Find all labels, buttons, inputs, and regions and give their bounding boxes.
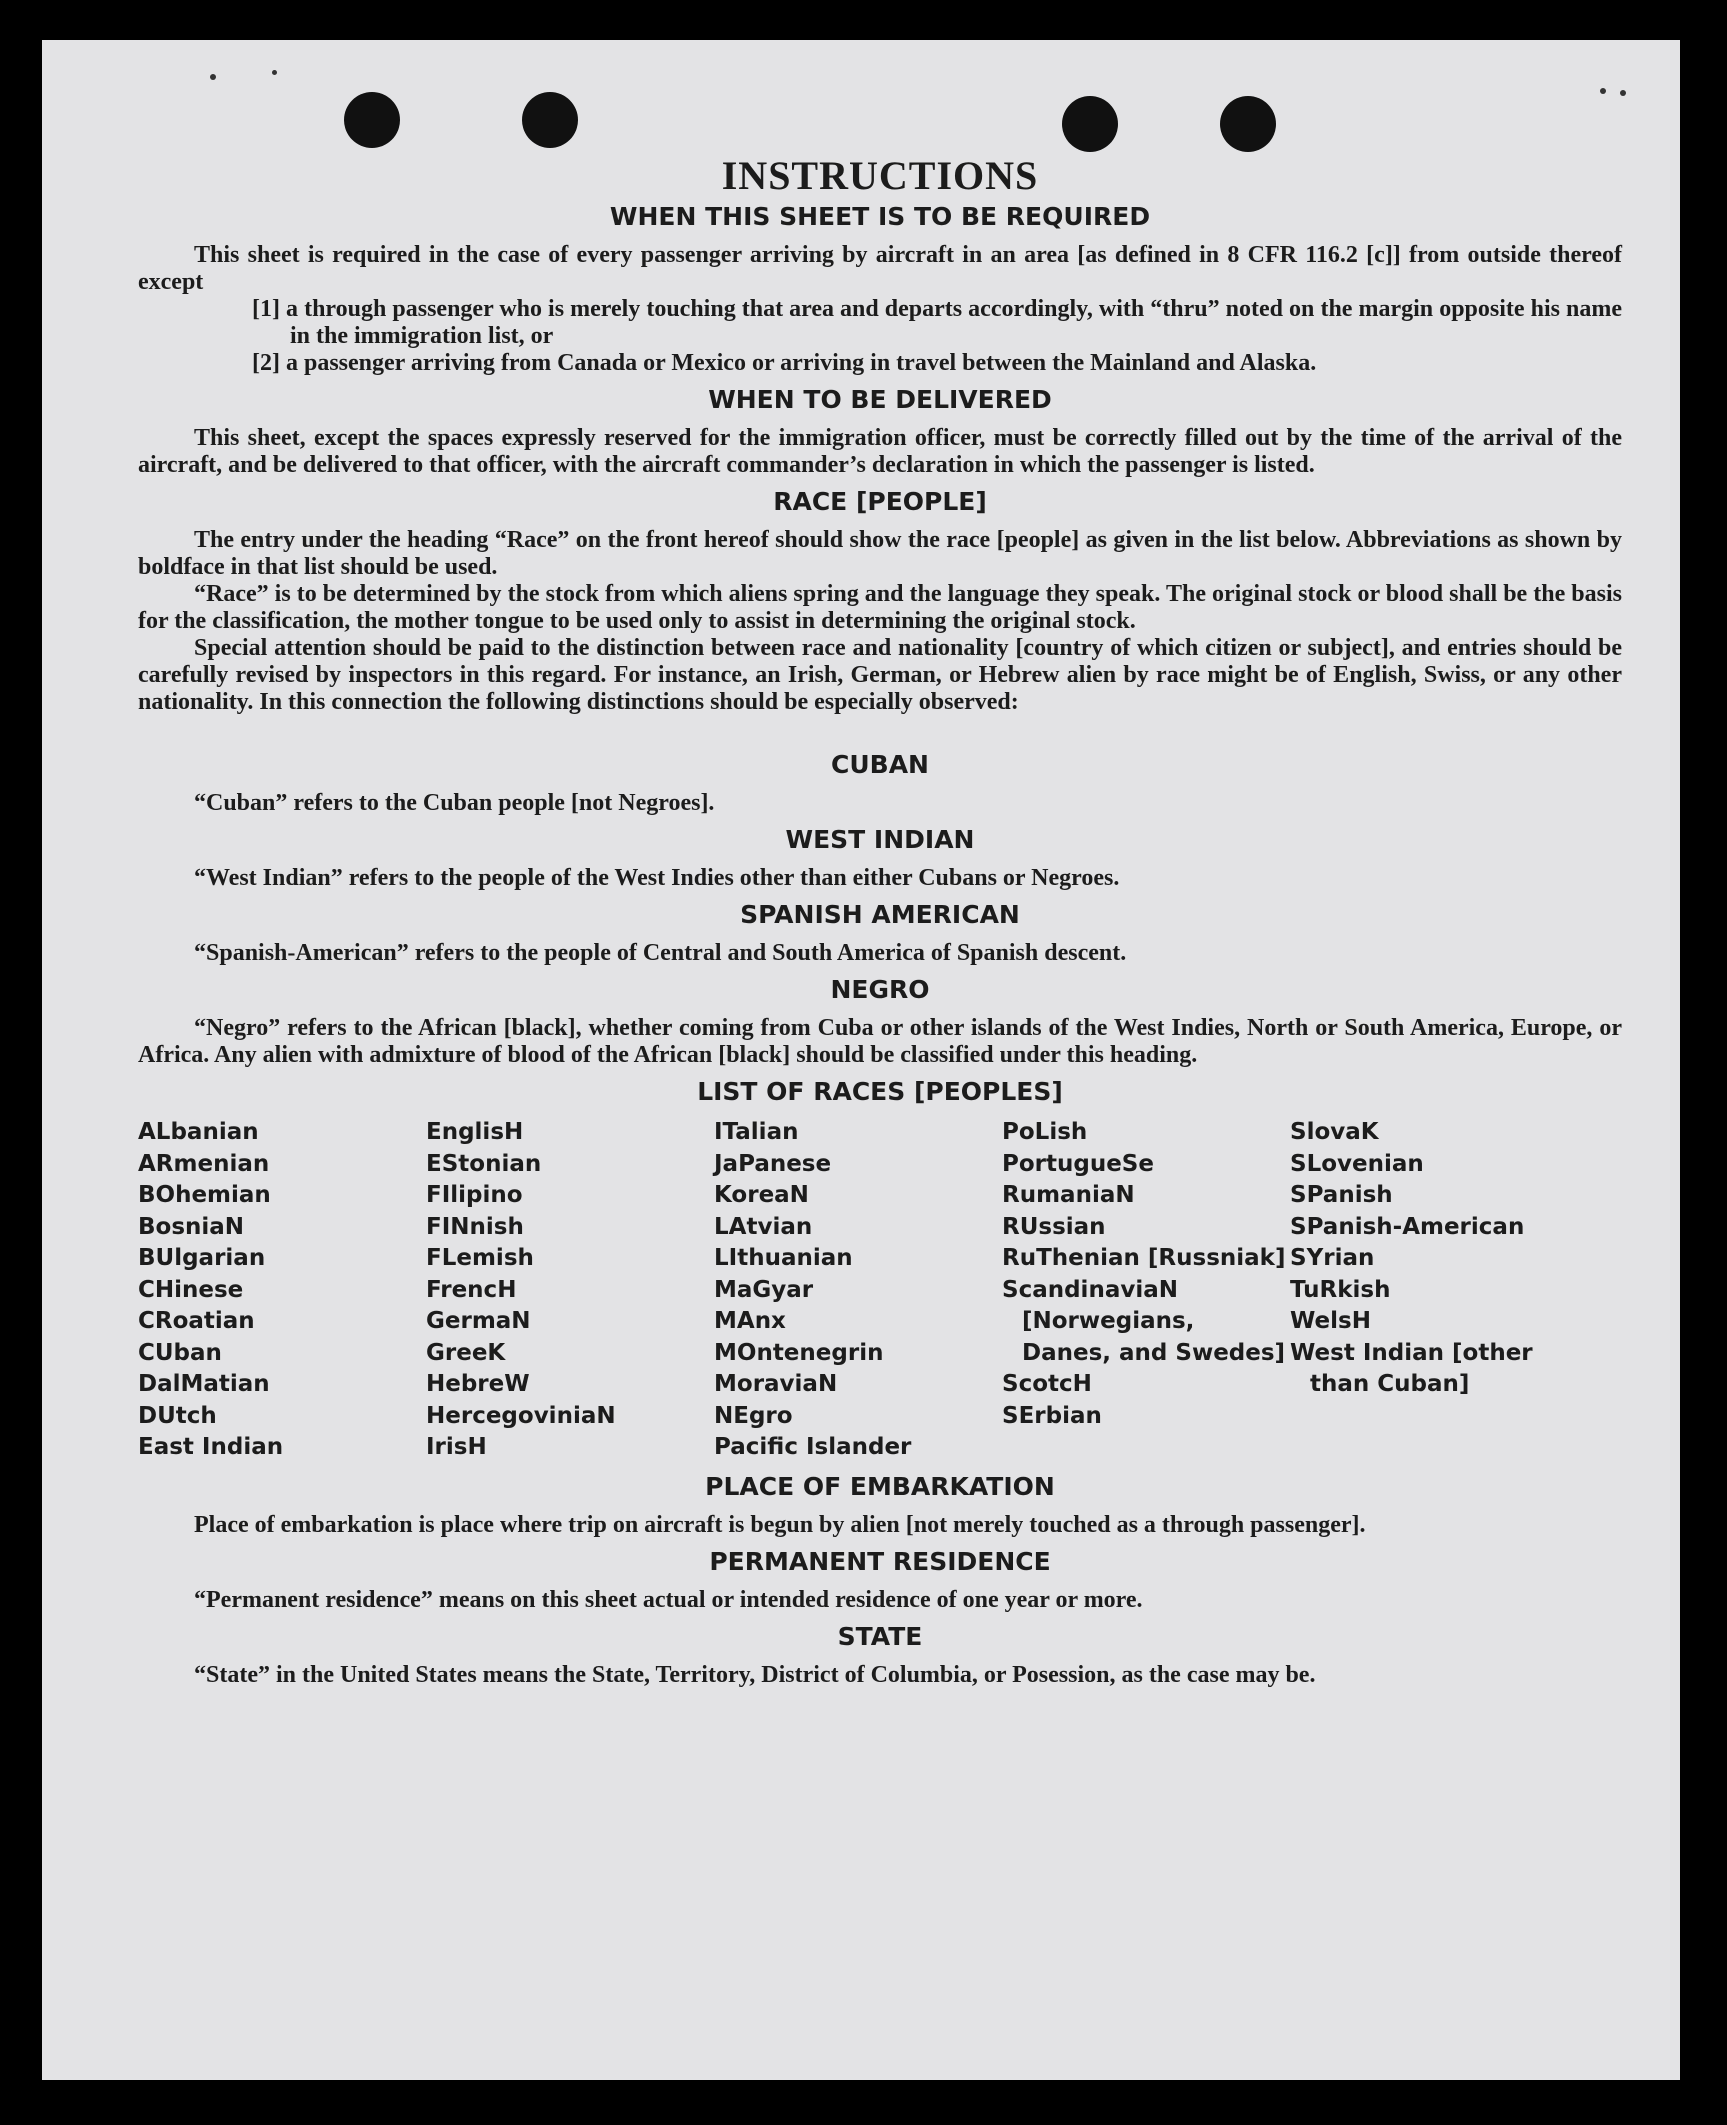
race-list [138, 1117, 1622, 1464]
race-item: DUtch [138, 1402, 217, 1429]
exception-2: [2] a passenger arriving from Canada or Mexico or arriving in travel between the Mainland and Alaska. [252, 350, 1317, 376]
race-item: GermaN [426, 1308, 531, 1334]
race-item: East Indian [138, 1434, 284, 1460]
exception-1: [1] a through passenger who is merely touching that area and departs accordingly, with “thru” noted on the margin opposite his name in the immigration list, or [252, 296, 1622, 349]
race-item: BUlgarian [138, 1245, 266, 1271]
race-item: SlovaK [1290, 1119, 1379, 1145]
race-item: SLovenian [1290, 1150, 1424, 1177]
heading-negro: NEGRO [830, 975, 930, 1004]
race-item: ScandinaviaN [Norwegians, Danes, and Swedes] [1002, 1276, 1286, 1366]
race-item: SYrian [1290, 1245, 1375, 1271]
heading-race: RACE [PEOPLE] [773, 487, 987, 516]
race-item: ScotcH [1002, 1371, 1092, 1397]
race-column-3 [714, 1117, 1002, 1464]
race-item: KoreaN [714, 1182, 809, 1208]
west-indian-text: “West Indian” refers to the people of the West Indies other than either Cubans or Negroes. [194, 865, 1120, 891]
race-column-4 [1002, 1117, 1290, 1464]
heading-permanent-residence: PERMANENT RESIDENCE [709, 1546, 1051, 1576]
ink-speck [210, 74, 216, 80]
cuban-text: “Cuban” refers to the Cuban people [not Negroes]. [194, 790, 715, 816]
race-item: RUssian [1002, 1213, 1106, 1240]
race-item: ARmenian [138, 1150, 270, 1177]
race-item: RuThenian [Russniak] [1002, 1245, 1286, 1271]
race-item: GreeK [426, 1339, 506, 1366]
race-item: PoLish [1002, 1119, 1088, 1145]
race-item: Pacific Islander [714, 1434, 912, 1460]
race-item: ALbanian [138, 1119, 259, 1145]
race-item: MoraviaN [714, 1371, 838, 1397]
heading-place-of-embarkation: PLACE OF EMBARKATION [705, 1471, 1055, 1501]
when-required-intro: This sheet is required in the case of every passenger arriving by aircraft in an area [as defined in 8 CFR 116.2 [c]] from outside thereof except [138, 242, 1622, 295]
negro-text: “Negro” refers to the African [black], whether coming from Cuba or other islands of the West Indies, North or South America, Europe, or Africa. Any alien with admixture of blood of the African [black] should be classified under this heading. [138, 1015, 1622, 1068]
punch-hole [1062, 96, 1118, 152]
ink-speck [1620, 90, 1626, 96]
race-item: HercegoviniaN [426, 1402, 616, 1429]
race-item: PortugueSe [1002, 1150, 1154, 1177]
race-item: NEgro [714, 1402, 793, 1429]
heading-spanish-american: SPANISH AMERICAN [740, 900, 1020, 929]
race-item: WelsH [1290, 1308, 1371, 1334]
instructions-content [138, 152, 1622, 1689]
when-delivered-text: This sheet, except the spaces expressly reserved for the immigration officer, must be correctly filled out by the time of the arrival of the aircraft, and be delivered to that officer, with the aircraft commander’s declaration in which the passenger is listed. [138, 425, 1622, 478]
race-item: TuRkish [1290, 1276, 1391, 1303]
race-item: CUban [138, 1339, 222, 1366]
race-column-2 [426, 1117, 714, 1464]
residence-text: “Permanent residence” means on this sheet actual or intended residence of one year or more. [194, 1586, 1143, 1613]
punch-hole [522, 92, 578, 148]
race-item: ITalian [714, 1119, 799, 1145]
race-column-5 [1290, 1117, 1590, 1464]
race-item: MOntenegrin [714, 1339, 884, 1366]
embarkation-text: Place of embarkation is place where trip on aircraft is begun by alien [not merely touched as a through passenger]. [194, 1511, 1366, 1538]
punch-hole [1220, 96, 1276, 152]
state-text: “State” in the United States means the State, Territory, District of Columbia, or Posession, as the case may be. [194, 1661, 1316, 1688]
race-item: West Indian [other than Cuban] [1290, 1339, 1533, 1397]
race-paragraph-1: The entry under the heading “Race” on the front hereof should show the race [people] as given in the list below. Abbreviations as shown by boldface in that list should be used. [138, 527, 1622, 580]
heading-west-indian: WEST INDIAN [785, 825, 975, 854]
heading-when-required: WHEN THIS SHEET IS TO BE REQUIRED [609, 202, 1151, 231]
ink-speck [1600, 88, 1606, 94]
page-title: INSTRUCTIONS [721, 153, 1039, 198]
race-item: LAtvian [714, 1213, 813, 1240]
race-item: BOhemian [138, 1182, 271, 1208]
race-item: EStonian [426, 1150, 542, 1177]
document-sheet [42, 40, 1680, 2080]
race-item: CRoatian [138, 1308, 255, 1334]
ink-speck [272, 70, 277, 75]
race-column-1 [138, 1117, 426, 1464]
race-item: JaPanese [714, 1150, 832, 1177]
race-item: SPanish [1290, 1182, 1393, 1208]
spanish-american-text: “Spanish-American” refers to the people of Central and South America of Spanish descent. [194, 940, 1127, 966]
race-item: BosniaN [138, 1213, 245, 1240]
race-item: FrencH [426, 1276, 517, 1303]
race-item: FLemish [426, 1245, 534, 1271]
heading-cuban: CUBAN [831, 750, 929, 779]
heading-when-delivered: WHEN TO BE DELIVERED [708, 385, 1052, 414]
punch-hole [344, 92, 400, 148]
race-item: MAnx [714, 1308, 786, 1334]
heading-list-of-races: LIST OF RACES [PEOPLES] [697, 1077, 1063, 1106]
race-item: DalMatian [138, 1371, 270, 1397]
race-item: SErbian [1002, 1402, 1102, 1429]
race-paragraph-2: “Race” is to be determined by the stock from which aliens spring and the language they speak. The original stock or blood shall be the basis for the classification, the mother tongue to be used only to assist in determining the original stock. [138, 581, 1622, 634]
race-item: MaGyar [714, 1276, 814, 1303]
race-item: EnglisH [426, 1119, 524, 1145]
race-item: CHinese [138, 1276, 244, 1303]
race-item: SPanish-American [1290, 1213, 1525, 1240]
race-paragraph-3: Special attention should be paid to the distinction between race and nationality [country of which citizen or subject], and entries should be carefully revised by inspectors in this regard. For instance, an Irish, German, or Hebrew alien by race might be of English, Swiss, or any other nationality. In this connection the following distinctions should be especially observed: [138, 635, 1622, 715]
race-item: FINnish [426, 1213, 524, 1240]
race-item: HebreW [426, 1371, 530, 1397]
race-item: IrisH [426, 1434, 487, 1460]
race-item: RumaniaN [1002, 1182, 1135, 1208]
heading-state: STATE [837, 1621, 923, 1651]
race-item: LIthuanian [714, 1245, 853, 1271]
race-item: FIlipino [426, 1182, 523, 1208]
